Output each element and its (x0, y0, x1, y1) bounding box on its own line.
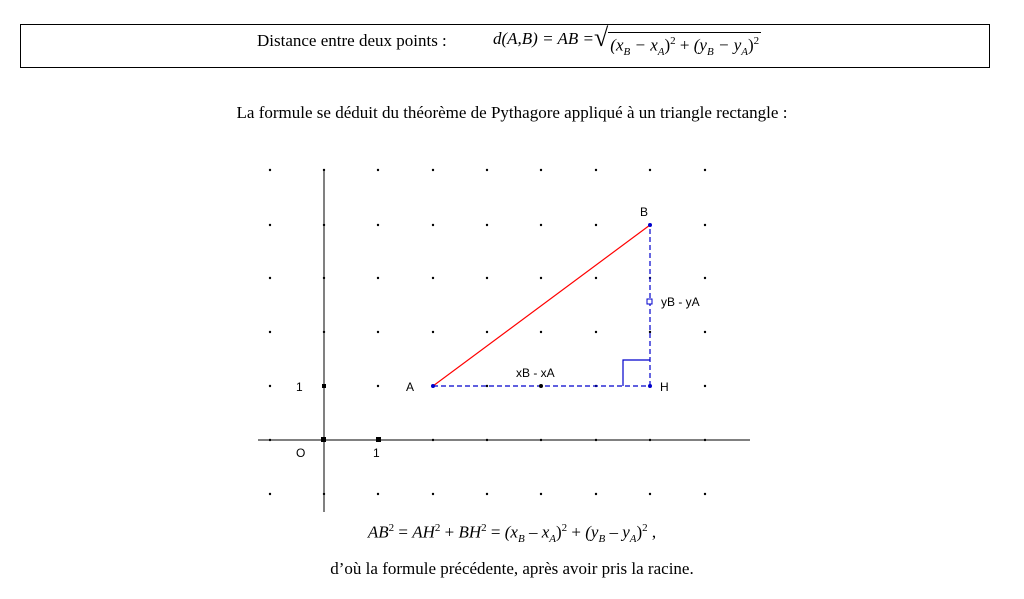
exponent: 2 (434, 522, 441, 534)
operator: + (675, 35, 694, 55)
grid-dot (486, 331, 488, 333)
grid-dot (704, 169, 706, 171)
subscript: B (706, 46, 714, 59)
grid-dot (595, 331, 597, 333)
radicand-term: ) (747, 35, 754, 55)
radicand-term: − y (713, 35, 742, 55)
operator: = (486, 522, 505, 542)
grid-dot (432, 493, 434, 495)
grid-dot (704, 224, 706, 226)
eq-term: (y (585, 522, 599, 542)
eq-term: (x (504, 522, 518, 542)
point-a-marker (431, 384, 435, 388)
point-h-marker (648, 384, 652, 388)
grid-dot (704, 277, 706, 279)
eq-term: , (647, 522, 657, 542)
hypotenuse-ab (433, 225, 650, 386)
subscript: A (549, 533, 556, 546)
radicand-term: (x (610, 35, 624, 55)
exponent: 2 (642, 522, 648, 534)
radicand-term: − x (630, 35, 658, 55)
grid-dot (540, 493, 542, 495)
eq-term: AB (367, 522, 389, 542)
eq-term: – y (605, 522, 630, 542)
sqrt-icon: √ (594, 23, 609, 52)
eq-term: ) (636, 522, 643, 542)
grid-dot (377, 331, 379, 333)
grid-dot (377, 169, 379, 171)
grid-dot (269, 169, 271, 171)
exponent: 2 (388, 522, 395, 534)
grid-dot (595, 169, 597, 171)
subscript: A (629, 533, 637, 546)
eq-term: BH (458, 522, 482, 542)
y-unit-marker (322, 384, 326, 388)
radicand-term: (y (693, 35, 707, 55)
subscript: B (517, 533, 525, 546)
grid-dot (595, 224, 597, 226)
subscript: A (657, 46, 665, 59)
midpoint-ah-marker (539, 384, 543, 388)
grid-dot (269, 493, 271, 495)
grid-dot (704, 385, 706, 387)
exponent: 2 (670, 35, 676, 47)
conclusion-text: d’où la formule précédente, après avoir pris la racine. (330, 559, 694, 578)
subscript: A (741, 46, 748, 59)
subscript: B (598, 533, 606, 546)
label-origin: O (296, 446, 306, 460)
label-point-h: H (660, 380, 669, 394)
grid-dot (377, 493, 379, 495)
grid-dot (595, 493, 597, 495)
grid-dot (649, 169, 651, 171)
eq-term: AH (412, 522, 435, 542)
subscript: B (623, 46, 631, 59)
grid-dot (486, 224, 488, 226)
grid-dot (540, 277, 542, 279)
formula-lhs: d(A,B) = AB = (493, 29, 594, 48)
operator: + (440, 522, 459, 542)
grid-dot (540, 169, 542, 171)
grid-dot (269, 224, 271, 226)
grid-dot (432, 277, 434, 279)
midpoint-hb-marker (647, 299, 652, 304)
operator: = (394, 522, 413, 542)
intro-text: La formule se déduit du théorème de Pythagore appliqué à un triangle rectangle : (236, 103, 788, 122)
exponent: 2 (561, 522, 568, 534)
formula-caption: Distance entre deux points : (257, 31, 447, 50)
grid-dot (377, 385, 379, 387)
label-vertical-leg: yB - yA (661, 295, 700, 309)
grid-dot (704, 331, 706, 333)
right-angle-icon (623, 360, 650, 386)
grid-dot (486, 493, 488, 495)
grid-dot (486, 385, 488, 387)
eq-term: – x (524, 522, 550, 542)
grid-dot (486, 277, 488, 279)
grid-dot (269, 277, 271, 279)
label-y-unit: 1 (296, 380, 303, 394)
grid-dot (269, 331, 271, 333)
grid-dot (432, 169, 434, 171)
label-x-unit: 1 (373, 446, 380, 460)
grid-dot (486, 169, 488, 171)
label-point-b: B (640, 205, 649, 219)
point-b-marker (648, 223, 652, 227)
grid-dot (377, 277, 379, 279)
x-unit-marker (376, 437, 381, 442)
pythagoras-equation (0, 522, 1024, 545)
grid-dot (432, 331, 434, 333)
grid-dot (540, 224, 542, 226)
label-horizontal-leg: xB - xA (516, 366, 555, 380)
exponent: 2 (753, 35, 760, 47)
grid-dot (269, 385, 271, 387)
origin-marker (321, 437, 326, 442)
grid-dot (649, 331, 651, 333)
grid-dot (704, 493, 706, 495)
grid-dot (377, 224, 379, 226)
grid-dot (540, 331, 542, 333)
grid-dot (595, 277, 597, 279)
eq-term: ) (555, 522, 562, 542)
exponent: 2 (481, 522, 487, 534)
grid-dot (649, 493, 651, 495)
grid-dot (432, 224, 434, 226)
radicand-term: ) (664, 35, 671, 55)
operator: + (567, 522, 586, 542)
label-point-a: A (406, 380, 415, 394)
